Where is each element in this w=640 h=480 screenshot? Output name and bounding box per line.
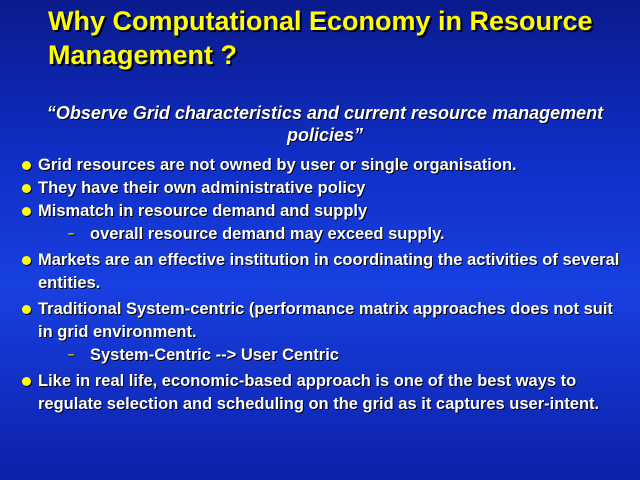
bullet-text: Markets are an effective institution in coordinating the activities of several entities. <box>38 251 620 292</box>
bullet-dot-icon <box>22 161 31 170</box>
bullet-text: Grid resources are not owned by user or single organisation. <box>38 156 517 174</box>
bullet-item <box>20 298 630 344</box>
bullet-dot-icon <box>22 377 31 386</box>
sub-bullet-text: System-Centric --> User Centric <box>90 346 339 364</box>
dash-icon: – <box>68 349 75 361</box>
bullet-dot-icon <box>22 184 31 193</box>
slide-quote: “Observe Grid characteristics and current resource management policies” <box>46 103 604 145</box>
bullet-text: They have their own administrative policy <box>38 179 366 197</box>
dash-icon: – <box>68 228 75 240</box>
bullet-item <box>20 177 630 200</box>
bullet-dot-icon <box>22 305 31 314</box>
bullet-item <box>20 200 630 223</box>
bullet-item <box>20 370 630 416</box>
bullet-text: Traditional System-centric (performance matrix approaches does not suit in grid environment. <box>38 300 613 341</box>
bullet-dot-icon <box>22 256 31 265</box>
bullet-dot-icon <box>22 207 31 216</box>
bullet-text: Mismatch in resource demand and supply <box>38 202 368 220</box>
bullet-list <box>20 154 630 416</box>
bullet-text: Like in real life, economic-based approach is one of the best ways to regulate selection and scheduling on the grid as it captures user-intent. <box>38 372 600 413</box>
slide-title: Why Computational Economy in Resource Management ? <box>48 6 593 70</box>
sub-bullet-item <box>20 344 630 367</box>
sub-bullet-text: overall resource demand may exceed supply. <box>90 225 445 243</box>
sub-bullet-item <box>20 223 630 246</box>
bullet-item <box>20 154 630 177</box>
bullet-item <box>20 249 630 295</box>
